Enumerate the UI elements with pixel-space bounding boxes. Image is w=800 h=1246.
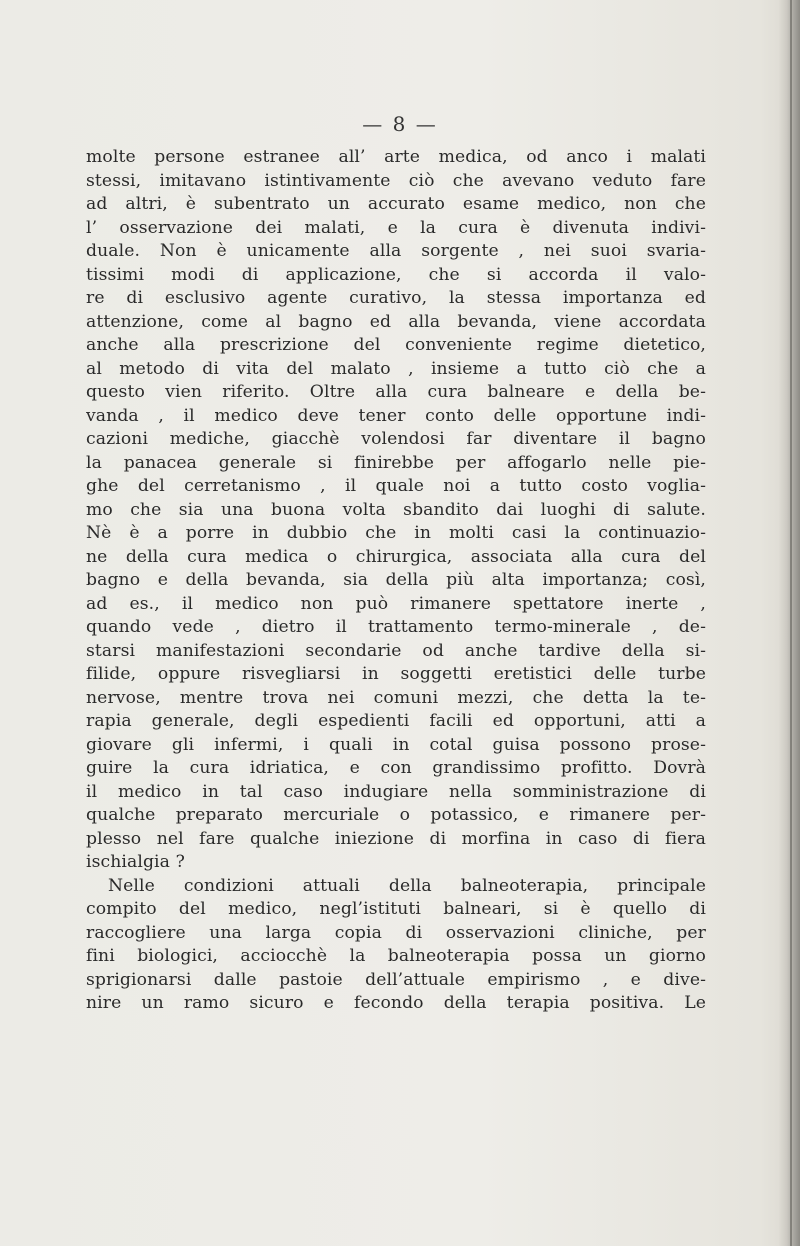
text-line: nire un ramo sicuro e fecondo della terapia positiva. Le bbox=[86, 993, 706, 1013]
text-line: attenzione, come al bagno ed alla bevanda, viene accordata bbox=[86, 311, 706, 332]
text-line: ghe del cerretanismo , il quale noi a tutto costo voglia- bbox=[86, 476, 706, 496]
text-line: anche alla prescrizione del conveniente regime dietetico, bbox=[86, 335, 706, 355]
text-line: la panacea generale si finirebbe per affogarlo nelle pie- bbox=[86, 452, 706, 473]
page-edge-line bbox=[790, 0, 792, 1246]
text-line: ad altri, è subentrato un accurato esame medico, non che bbox=[86, 194, 706, 214]
text-line: compito del medico, negl’istituti balneari, si è quello di bbox=[86, 899, 706, 919]
text-line: ad es., il medico non può rimanere spettatore inerte , bbox=[86, 593, 706, 614]
text-line: Nè è a porre in dubbio che in molti casi la continuazio- bbox=[86, 523, 706, 543]
text-line: fini biologici, acciocchè la balneoterapia possa un giorno bbox=[86, 946, 706, 966]
text-line: filide, oppure risvegliarsi in soggetti eretistici delle turbe bbox=[86, 664, 706, 684]
text-line: al metodo di vita del malato , insieme a tutto ciò che a bbox=[86, 358, 706, 379]
text-line: bagno e della bevanda, sia della più alta importanza; così, bbox=[86, 570, 706, 590]
text-line: nervose, mentre trova nei comuni mezzi, che detta la te- bbox=[86, 687, 706, 708]
text-line: rapia generale, degli espedienti facili ed opportuni, atti a bbox=[86, 711, 706, 731]
text-line: vanda , il medico deve tener conto delle opportune indi- bbox=[86, 405, 706, 426]
text-line: sprigionarsi dalle pastoie dell’attuale empirismo , e dive- bbox=[86, 969, 706, 990]
text-line: stessi, imitavano istintivamente ciò che avevano veduto fare bbox=[86, 170, 706, 191]
text-line: tissimi modi di applicazione, che si accorda il valo- bbox=[86, 264, 706, 285]
text-line: starsi manifestazioni secondarie od anche tardive della si- bbox=[86, 640, 706, 661]
text-line: quando vede , dietro il trattamento termo-minerale , de- bbox=[86, 617, 706, 637]
text-line: mo che sia una buona volta sbandito dai luoghi di salute. bbox=[86, 499, 706, 520]
text-line: guire la cura idriatica, e con grandissimo profitto. Dovrà bbox=[86, 758, 706, 778]
text-line: re di esclusivo agente curativo, la stessa importanza ed bbox=[86, 288, 706, 308]
body-text bbox=[86, 146, 706, 1016]
text-line: molte persone estranee all’ arte medica, od anco i malati bbox=[86, 147, 706, 167]
text-line: giovare gli infermi, i quali in cotal guisa possono prose- bbox=[86, 734, 706, 755]
text-line: duale. Non è unicamente alla sorgente , nei suoi svaria- bbox=[86, 241, 706, 261]
text-line: ne della cura medica o chirurgica, associata alla cura del bbox=[86, 546, 706, 567]
text-line-paragraph-end: ischialgia ? bbox=[86, 852, 185, 872]
text-line: l’ osservazione dei malati, e la cura è divenuta indivi- bbox=[86, 217, 706, 238]
text-line: raccogliere una larga copia di osservazioni cliniche, per bbox=[86, 922, 706, 943]
page-edge-shadow bbox=[778, 0, 800, 1246]
text-line: il medico in tal caso indugiare nella somministrazione di bbox=[86, 781, 706, 802]
text-line-paragraph-start: Nelle condizioni attuali della balneoterapia, principale bbox=[108, 875, 706, 896]
text-line: cazioni mediche, giacchè volendosi far diventare il bagno bbox=[86, 429, 706, 449]
text-line: qualche preparato mercuriale o potassico, e rimanere per- bbox=[86, 805, 706, 825]
text-line: plesso nel fare qualche iniezione di morfina in caso di fiera bbox=[86, 828, 706, 849]
page-number: — 8 — bbox=[362, 112, 438, 136]
text-line: questo vien riferito. Oltre alla cura balneare e della be- bbox=[86, 382, 706, 402]
